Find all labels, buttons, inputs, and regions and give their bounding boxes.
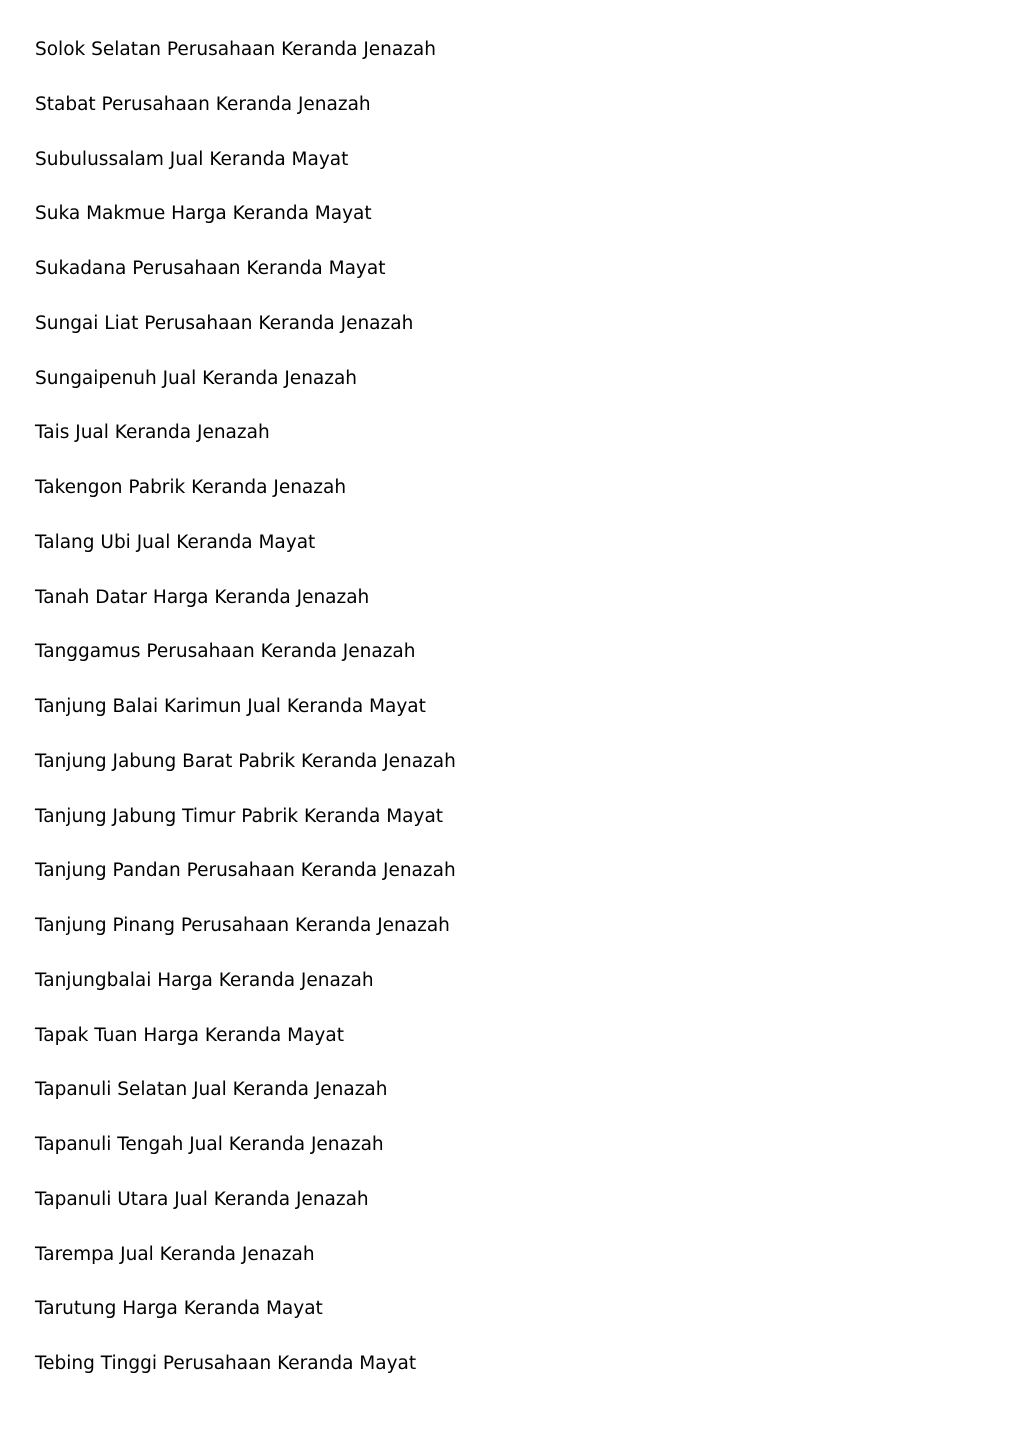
text-line: Tanah Datar Harga Keranda Jenazah [35, 586, 370, 608]
text-line: Talang Ubi Jual Keranda Mayat [35, 531, 316, 553]
text-line: Sungaipenuh Jual Keranda Jenazah [35, 367, 358, 389]
text-line: Suka Makmue Harga Keranda Mayat [35, 203, 372, 225]
text-line: Tapanuli Tengah Jual Keranda Jenazah [35, 1134, 384, 1155]
text-line: Tapanuli Selatan Jual Keranda Jenazah [35, 1079, 388, 1101]
text-line: Tapak Tuan Harga Keranda Mayat [35, 1024, 344, 1046]
text-line: Tais Jual Keranda Jenazah [35, 422, 270, 444]
text-line: Sungai Liat Perusahaan Keranda Jenazah [35, 312, 414, 334]
text-line: Tanjung Jabung Barat Pabrik Keranda Jenazah [35, 750, 456, 772]
text-line: Stabat Perusahaan Keranda Jenazah [35, 93, 371, 115]
document-page [35, 36, 995, 1405]
text-line: Tarutung Harga Keranda Mayat [35, 1298, 323, 1320]
text-line: Tanggamus Perusahaan Keranda Jenazah [35, 641, 416, 663]
text-line: Tanjung Balai Karimun Jual Keranda Mayat [35, 696, 426, 717]
text-line: Tapanuli Utara Jual Keranda Jenazah [35, 1188, 369, 1210]
text-line: Subulussalam Jual Keranda Mayat [35, 148, 349, 170]
text-line: Solok Selatan Perusahaan Keranda Jenazah [35, 39, 436, 60]
text-line: Tanjung Jabung Timur Pabrik Keranda Mayat [35, 805, 444, 827]
text-line: Tanjung Pandan Perusahaan Keranda Jenazah [35, 860, 456, 882]
text-line: Tebing Tinggi Perusahaan Keranda Mayat [35, 1353, 417, 1374]
text-line: Tarempa Jual Keranda Jenazah [35, 1243, 315, 1265]
text-line: Tanjung Pinang Perusahaan Keranda Jenazah [35, 915, 450, 936]
text-line: Sukadana Perusahaan Keranda Mayat [35, 258, 386, 279]
text-line: Takengon Pabrik Keranda Jenazah [35, 477, 347, 498]
text-line: Tanjungbalai Harga Keranda Jenazah [35, 969, 374, 991]
